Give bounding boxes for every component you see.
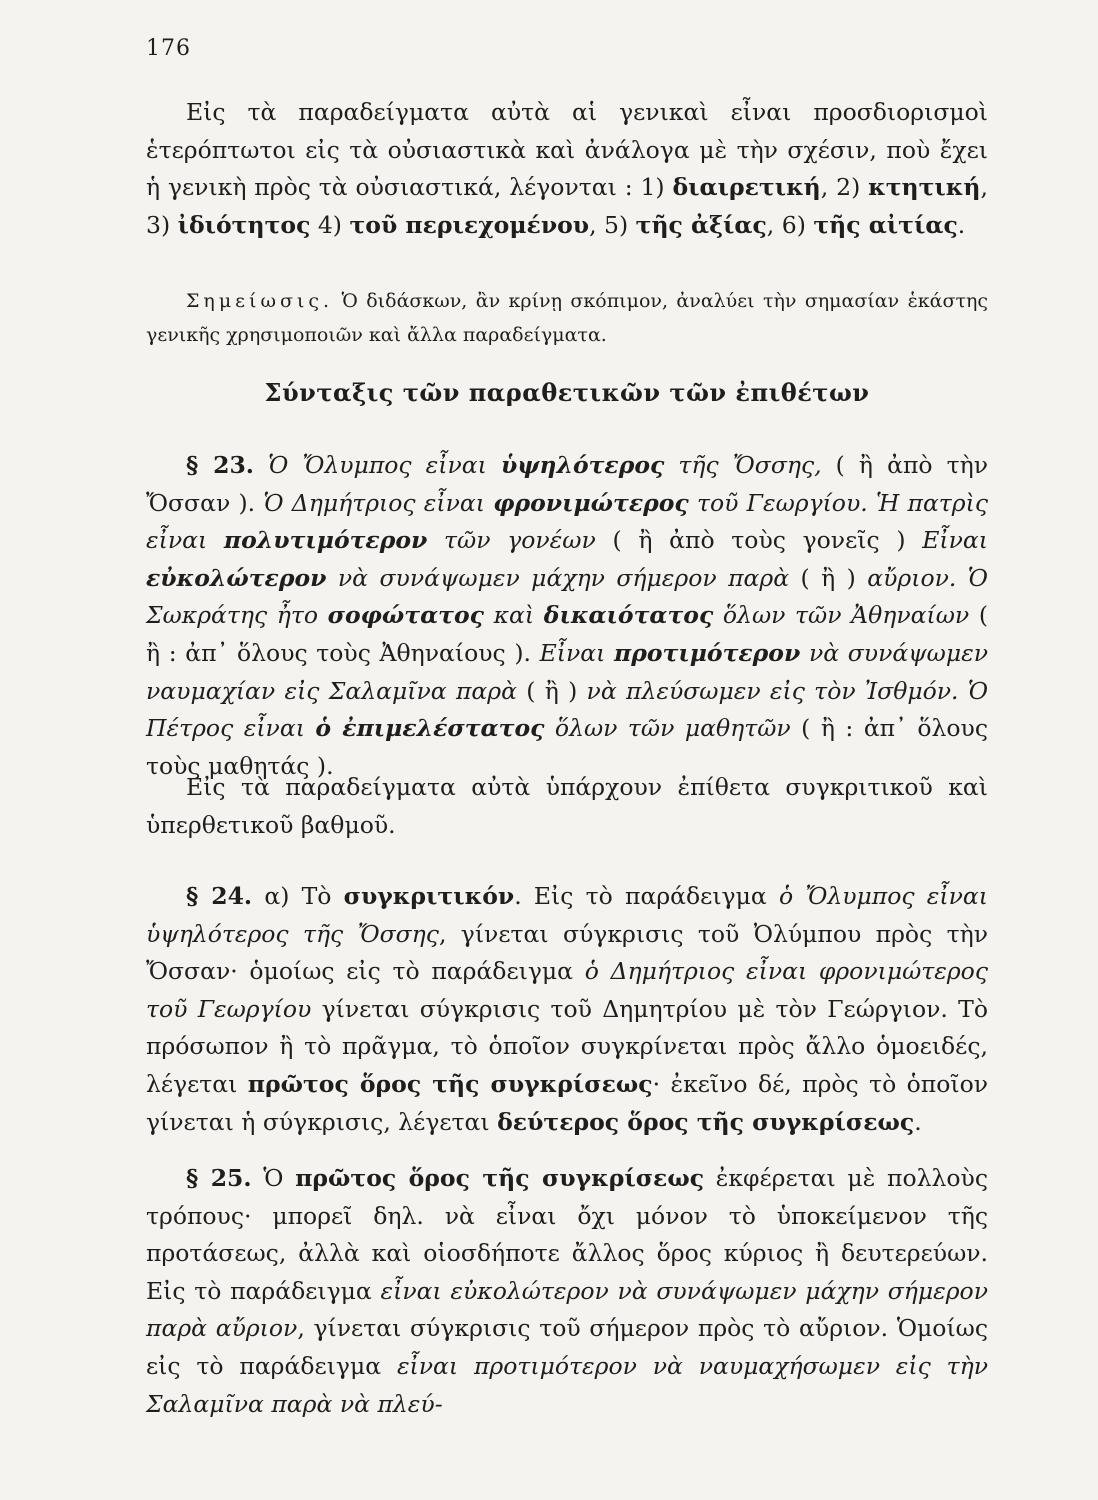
bold-term: σοφώτατος [327,601,484,630]
bold-term: τοῦ περιεχομένου [349,210,590,239]
example-text: νὰ συνάψωμεν μάχην σήμερον παρὰ [326,563,801,592]
section-number: § 25. [186,1164,252,1192]
paragraph-text: , γίνεται σύγκρισις τοῦ Ὀλύμπου πρὸς τὴν Ὄσσαν· ὁμοίως εἰς τὸ παράδειγμα [146,919,988,986]
paragraph-text: , γίνεται σύγκρισις τοῦ σήμερον πρὸς τὸ αὔριον. Ὁμοίως εἰς τὸ παράδειγμα [146,1314,988,1380]
example-text: Ὁ Δημήτριος εἶναι [255,488,494,517]
section-25 [146,1160,988,1423]
section-heading: Σύνταξις τῶν παραθετικῶν τῶν ἐπιθέτων [264,378,870,407]
paragraph-text: . [914,1107,922,1136]
alternative-form: ( ἢ : ἀπ᾽ ὅλους τοὺς μαθητάς ). [146,714,989,780]
paragraph-text: , 2) [820,173,869,202]
bold-term: προτιμότερον [614,638,801,667]
section-23 [146,447,988,785]
example-text: τοῦ Γεωργίου. Ἡ πατρὶς εἶναι [146,488,988,555]
alternative-form: ( ἢ ἀπὸ τοὺς γονεῖς ) [612,526,906,555]
paragraph-text: , 5) [589,210,636,239]
example-text: ὁ Ὄλυμπος εἶναι ὑψηλότερος τῆς Ὄσσης [146,882,988,948]
paragraph-text: · ἐκεῖνο δέ, πρὸς τὸ ὁποῖον γίνεται ἡ σύγκρισις, λέγεται [146,1069,989,1136]
bold-term: πρῶτος ὅρος τῆς συγκρίσεως [295,1164,705,1192]
bold-term: δικαιότατος [543,601,714,630]
bold-term: εὐκολώτερον [146,563,327,592]
bold-term: δεύτερος ὅρος τῆς συγκρίσεως [497,1107,915,1136]
section-number: § 23. [186,451,254,479]
example-text: τῶν γονέων [427,526,613,555]
example-text: ὅλων τῶν μαθητῶν [544,714,802,743]
paragraph-genitive-types [146,94,988,244]
example-text: ὅλων τῶν Ἀθηναίων [713,601,979,630]
alternative-form: ( ἢ ἀπὸ τὴν Ὄσσαν ). [146,451,989,517]
example-text: Ὁ Ὄλυμπος εἶναι [253,451,501,479]
page-number: 176 [146,36,191,61]
paragraph-text: , 6) [766,210,814,239]
paragraph-text: Εἰς τὰ παραδείγματα αὐτὰ αἱ γενικαὶ εἶναι προσδιορισμοὶ ἑτερόπτωτοι εἰς τὰ οὐσιαστικὰ καὶ ἀνάλογα μὲ τὴν σχέσιν, ποὺ ἔχει ἡ γενικὴ πρὸς τὰ οὐσιαστικά, λέγονται : 1) [146,98,988,202]
example-text: Εἶναι [905,526,988,555]
bold-term: τῆς ἀξίας [635,210,767,239]
bold-term: διαιρετική [672,173,821,202]
paragraph-text: 4) [310,210,350,239]
note-paragraph [146,284,988,352]
section-number: § 24. [186,882,253,910]
section-24 [146,878,988,1141]
example-text: ὁ Δημήτριος εἶναι φρονιμώτερος τοῦ Γεωργίου [146,957,988,1023]
example-text: νὰ πλεύσωμεν εἰς τὸν Ἰσθμόν. Ὁ Πέτρος εἶναι [146,676,989,743]
bold-term: ὑψηλότερος [500,451,665,479]
example-text: καὶ [483,601,544,630]
bold-term: κτητική [868,173,981,202]
section-23-conclusion: Εἰς τὰ παραδείγματα αὐτὰ ὑπάρχουν ἐπίθετα συγκριτικοῦ καὶ ὑπερθετικοῦ βαθμοῦ. [146,773,988,839]
paragraph-text: α) Τὸ [252,882,344,910]
example-text: Εἶναι [530,638,615,667]
bold-term: πολυτιμότερον [223,526,428,555]
note-text: Ὁ διδάσκων, ἂν κρίνῃ σκόπιμον, ἀναλύει τὴν σημασίαν ἑκάστης γενικῆς χρησιμοποιῶν καὶ ἄλλα παραδείγματα. [146,290,988,346]
bold-term: ὁ ἐπιμελέστατος [315,714,545,743]
example-text: αὔριον. Ὁ Σωκράτης ἦτο [146,563,988,630]
paragraph-text: . Εἰς τὸ παράδειγμα [514,882,779,910]
bold-term: ἰδιότητος [177,210,311,239]
example-text: εἶναι προτιμότερον νὰ ναυμαχήσωμεν εἰς τὴν Σαλαμῖνα παρὰ νὰ πλεύ- [146,1351,988,1418]
example-text: νὰ συνάψωμεν ναυμαχίαν εἰς Σαλαμῖνα παρὰ [146,638,988,705]
paragraph-text: Ὁ [251,1164,296,1192]
paragraph-text: . [957,210,966,239]
paragraph-text: ἐκφέρεται μὲ πολλοὺς τρόπους· μπορεῖ δηλ. νὰ εἶναι ὄχι μόνον τὸ ὑποκείμενον τῆς προτάσεως, ἀλλὰ καὶ οἱοσδήποτε ἄλλος ὅρος κύριος ἢ δευτερεύων. Εἰς τὸ παράδειγμα [146,1164,988,1305]
alternative-form: ( ἢ ) [526,676,578,705]
bold-term: τῆς αἰτίας [813,210,958,239]
alternative-form: ( ἢ : ἀπ᾽ ὅλους τοὺς Ἀθηναίους ). [146,601,988,667]
bold-term: φρονιμώτερος [493,488,689,517]
paragraph-text: , 3) [146,173,988,239]
example-text: εἶναι εὐκολώτερον νὰ συνάψωμεν μάχην σήμερον παρὰ αὔριον [146,1276,988,1343]
bold-term: πρῶτος ὅρος τῆς συγκρίσεως [247,1069,653,1098]
paragraph-text: γίνεται σύγκρισις τοῦ Δημητρίου μὲ τὸν Γεώργιον. Τὸ πρόσωπον ἢ τὸ πρᾶγμα, τὸ ὁποῖον συγκρίνεται πρὸς ἄλλο ὁμοειδές, λέγεται [146,994,988,1098]
alternative-form: ( ἢ ) [800,563,856,592]
bold-term: συγκριτικόν [343,882,515,910]
note-label: Σημείωσις. [186,290,334,312]
example-text: τῆς Ὄσσης, [664,451,836,479]
